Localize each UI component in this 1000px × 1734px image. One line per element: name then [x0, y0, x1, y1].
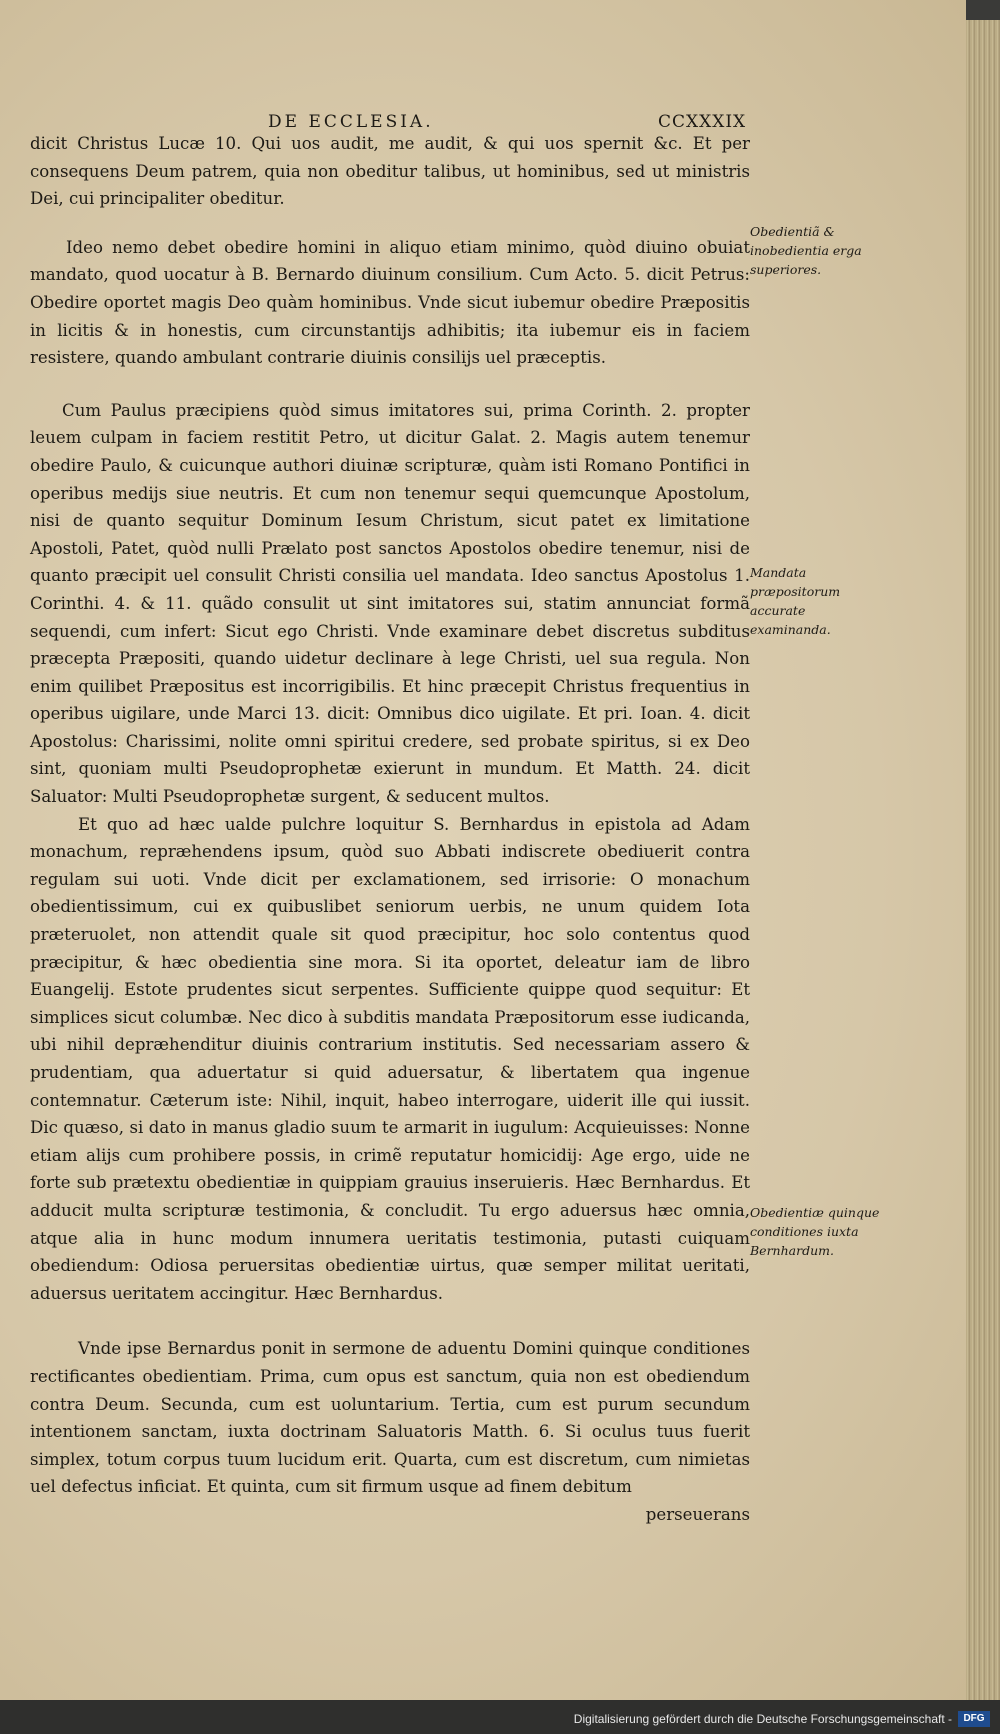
paragraph-4: Et quo ad hæc ualde pulchre loquitur S. Bernhardus in epistola ad Adam monachum, repræhendens ipsum, quòd suo Abbati indiscrete obediuerit contra regulam sui uoti. Vnde dicit per exclamationem, sed irrisorie: O monachum obedientissimum, cui ex quibuslibet seniorum uerbis, ne unum quidem Iota præteruolet, non attendit quale sit quod præcipitur, hoc solo contentus quod præcipitur, & hæc obedientia sine mora. Si ita oportet, deleatur iam de libro Euangelij. Estote prudentes sicut serpentes. Sufficiente quippe quod sequitur: Et simplices sicut columbæ. Nec dico à subditis mandata Præpositorum esse iudicanda, ubi nihil depræhenditur diuinis contrarium institutis. Sed necessariam assero & prudentiam, qua aduertatur si quid aduersatur, & libertatem qua ingenue contemnatur. Cæterum iste: Nihil, inquit, habeo interrogare, uiderit ille qui iussit. Dic quæso, si dato in manus gladio suum te armarit in iugulum: Acquieuisses: Nonne etiam alijs cum prohibere possis, in crimẽ reputatur homicidij: Age ergo, uide ne forte sub prætextu obedientiæ in quippiam grauius inseruieris. Hæc Bernhardus. Et adducit multa scripturæ testimonia, & concludit. Tu ergo aduersus hæc omnia, atque alia in hunc modum innumera ueritatis testimonia, putasti cuiquam obediendum: Odiosa peruersitas obedientiæ uirtus, quæ semper militat ueritati, aduersus ueritatem accingitur. Hæc Bernhardus. [30, 814, 750, 1303]
marginal-note-2: Mandata præpositorum accurate examinanda. [750, 565, 841, 637]
paragraph-1: dicit Christus Lucæ 10. Qui uos audit, me audit, & qui uos spernit &c. Et per consequens Deum patrem, quia non obeditur talibus, ut hominibus, sed ut ministris Dei, cui principaliter obeditur. [30, 134, 750, 209]
funding-credit: Digitalisierung gefördert durch die Deutsche Forschungsgemeinschaft - [573, 1712, 952, 1726]
paragraph-2: Ideo nemo debet obedire homini in aliquo etiam minimo, quòd diuino obuiat mandato, quod uocatur à B. Bernardo diuinum consilium. Cum Acto. 5. dicit Petrus: Obedire oportet magis Deo quàm hominibus. Vnde sicut iubemur obedire Præpositis in licitis & in honestis, cum circunstantijs adhibitis; ita iubemur eis in faciem resistere, quando ambulant contrarie diuinis consilijs uel præceptis. [30, 237, 750, 368]
page-edges [966, 20, 1000, 1710]
running-head-title: DE ECCLESIA. [268, 112, 434, 132]
marginal-note-3: Obedientiæ quinque conditiones iuxta Bernhardum. [750, 1205, 880, 1258]
catchword: perseuerans [645, 1504, 750, 1524]
dfg-logo: DFG [958, 1711, 990, 1727]
folio-number: CCXXXIX [658, 112, 747, 132]
marginal-note-1: Obedientiã & inobedientia erga superiores. [750, 224, 862, 277]
paragraph-5: Vnde ipse Bernardus ponit in sermone de aduentu Domini quinque conditiones rectificantes obedientiam. Prima, cum opus est sanctum, quia non est obediendum contra Deum. Secunda, cum est uoluntarium. Tertia, cum est purum secundum intentionem sanctam, iuxta doctrinam Saluatoris Matth. 6. Si oculus tuus fuerit simplex, totum corpus tuum lucidum erit. Quarta, cum est discretum, cum nimietas uel defectus inficiat. Et quinta, cum sit firmum usque ad finem debitum [30, 1339, 750, 1497]
paragraph-3: Cum Paulus præcipiens quòd simus imitatores sui, prima Corinth. 2. propter leuem culpam in faciem restitit Petro, ut dicitur Galat. 2. Magis autem tenemur obedire Paulo, & cuicunque authori diuinæ scripturæ, quàm isti Romano Pontifici in operibus medijs siue neutris. Et cum non tenemur sequi quemcunque Apostolum, nisi de quanto sequitur Dominum Iesum Christum, sicut patet ex limitatione Apostoli, Patet, quòd nulli Prælato post sanctos Apostolos obedire tenemur, nisi de quanto præcipit uel consulit Christi consilia uel mandata. Ideo sanctus Apostolus 1. Corinthi. 4. & 11. quãdo consulit ut sint imitatores sui, statim annunciat formã sequendi, cum infert: Sicut ego Christi. Vnde examinare debet discretus subditus præcepta Præpositi, quando uidetur declinare à lege Christi, uel sua regula. Non enim quilibet Præpositus est incorrigibilis. Et hinc præcepit Christus frequentius in operibus uigilare, unde Marci 13. dicit: Omnibus dico uigilate. Et pri. Ioan. 4. dicit Apostolus: Charissimi, nolite omni spiritui credere, sed probate spiritus, si ex Deo sint, quoniam multi Pseudoprophetæ exierunt in mundum. Et Matth. 24. dicit Saluator: Multi Pseudoprophetæ surgent, & seducent multos. [30, 400, 750, 807]
main-text [30, 130, 750, 1529]
